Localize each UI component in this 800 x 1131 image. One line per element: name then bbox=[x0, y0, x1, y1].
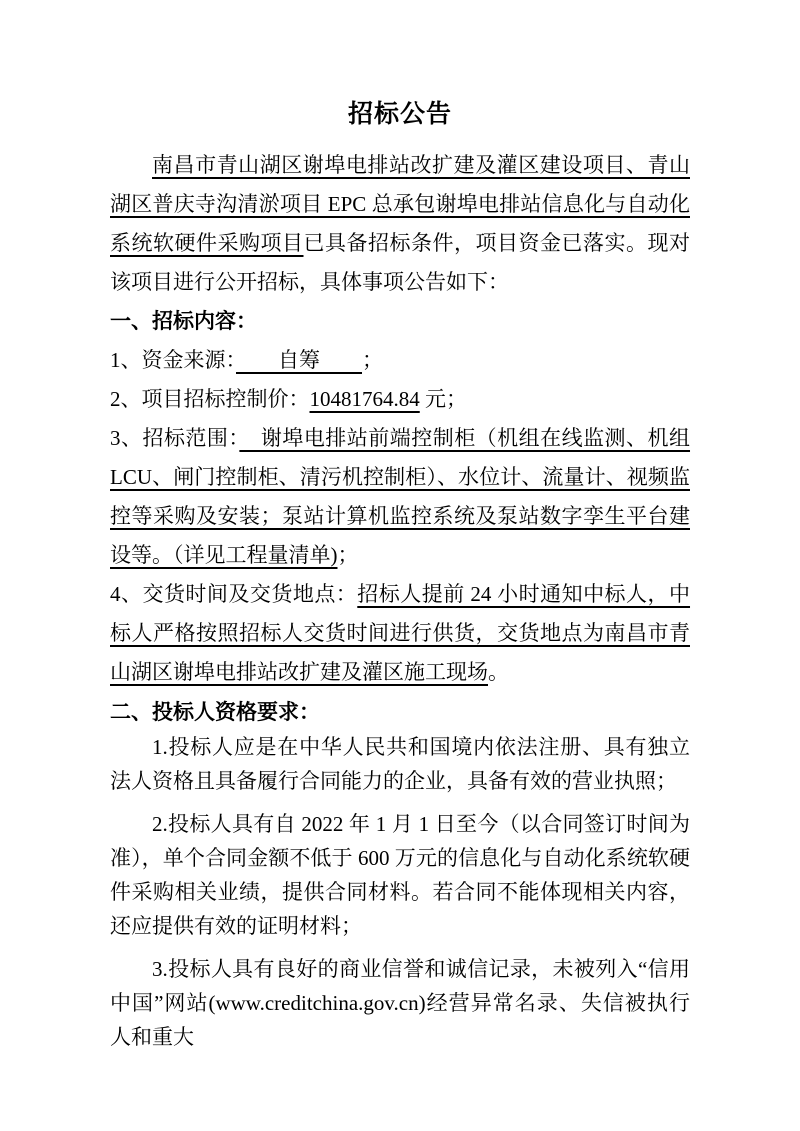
item-control-price bbox=[110, 380, 690, 419]
item-value-underlined: 招标人提前 24 小时通知中标人，中标人严格按照招标人交货时间进行供货，交货地点为南昌市青山湖区谢埠电排站改扩建及灌区施工现场 bbox=[110, 582, 691, 685]
item-label: 4、交货时间及交货地点： bbox=[110, 582, 358, 607]
section2-heading: 二、投标人资格要求： bbox=[110, 700, 320, 725]
item-delivery bbox=[110, 575, 690, 692]
qualification-paragraph-1: 1.投标人应是在中华人民共和国境内依法注册、具有独立法人资格且具备履行合同能力的企业，具备有效的营业执照； bbox=[110, 735, 690, 794]
item-value-underlined: 10481764.84 bbox=[309, 387, 420, 412]
item-label: 3、招标范围： bbox=[110, 426, 240, 451]
project-name-underlined: 南昌市青山湖区谢埠电排站改扩建及灌区建设项目、青山湖区普庆寺沟清淤项目 EPC 总承包谢埠电排站信息化与自动化系统软硬件采购项目 bbox=[110, 153, 690, 256]
item-value-underlined: 谢埠电排站前端控制柜（机组在线监测、机组 LCU、闸门控制柜、清污机控制柜）、水位计、流量计、视频监控等采购及安装；泵站计算机监控系统及泵站数字孪生平台建设等。（详见工程量清单) bbox=[110, 426, 691, 568]
item-value-underlined: 自筹 bbox=[236, 348, 362, 373]
page-title: 招标公告 bbox=[347, 101, 452, 128]
item-tail: 元； bbox=[419, 387, 467, 412]
item-tail: 。 bbox=[488, 660, 509, 685]
qualification-paragraph-3: 3.投标人具有良好的商业信誉和诚信记录，未被列入“信用中国”网站(www.creditchina.gov.cn)经营异常名录、失信被执行人和重大 bbox=[110, 957, 690, 1050]
section1-heading: 一、招标内容： bbox=[110, 309, 257, 334]
item-label: 2、项目招标控制价： bbox=[110, 387, 310, 412]
intro-paragraph bbox=[110, 146, 690, 302]
document-content bbox=[110, 0, 690, 1054]
intro-rest-text: 已具备招标条件，项目资金已落实。现对该项目进行公开招标，具体事项公告如下： bbox=[110, 231, 690, 295]
item-tender-scope bbox=[110, 419, 690, 575]
item-funding-source bbox=[110, 341, 690, 380]
qualification-paragraph-2: 2.投标人具有自 2022 年 1 月 1 日至今（以合同签订时间为准），单个合同金额不低于 600 万元的信息化与自动化系统软硬件采购相关业绩，提供合同材料。若合同不能体现相关内容，还应提供有效的证明材料； bbox=[110, 812, 690, 939]
item-tail: ； bbox=[362, 348, 383, 373]
item-tail: ； bbox=[337, 543, 359, 568]
item-label: 1、资金来源： bbox=[110, 348, 236, 373]
